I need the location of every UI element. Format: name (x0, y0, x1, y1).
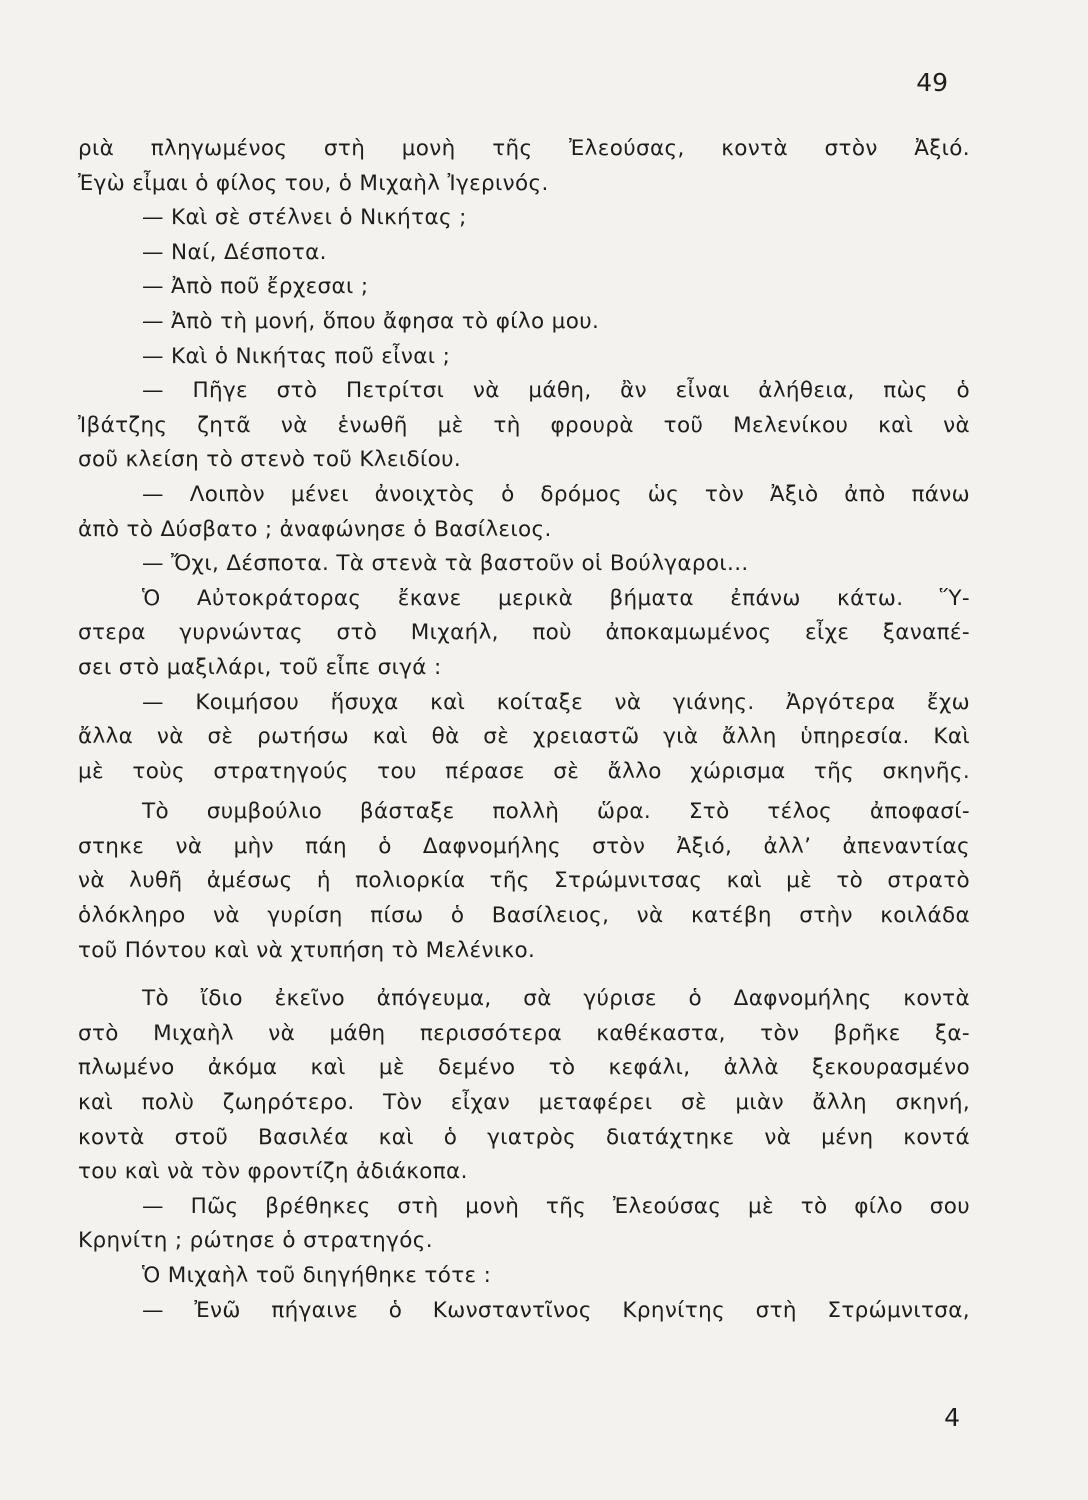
dialogue-line: — Πῶς βρέθηκες στὴ μονὴ τῆς Ἐλεούσας μὲ τὸ φίλο σου (142, 1193, 970, 1219)
dialogue-line: — Ἀπὸ ποῦ ἔρχεσαι ; (142, 274, 369, 300)
dialogue-line: — Λοιπὸν μένει ἀνοιχτὸς ὁ δρόμος ὡς τὸν Ἀξιὸ ἀπὸ πάνω (142, 481, 970, 507)
text-line: στερα γυρνώντας στὸ Μιχαήλ, ποὺ ἀποκαμωμένος εἶχε ξαναπέ- (78, 620, 970, 646)
text-line: σει στὸ μαξιλάρι, τοῦ εἶπε σιγά : (78, 654, 442, 680)
dialogue-line: — Ἐνῶ πήγαινε ὁ Κωνσταντῖνος Κρηνίτης στὴ Στρώμνιτσα, (142, 1297, 970, 1323)
dialogue-line: — Ὄχι, Δέσποτα. Τὰ στενὰ τὰ βαστοῦν οἱ Βούλγαροι... (142, 551, 749, 577)
text-line: μὲ τοὺς στρατηγούς του πέρασε σὲ ἄλλο χώρισμα τῆς σκηνῆς. (78, 758, 970, 784)
page-number: 49 (916, 68, 948, 97)
paragraph-line: Τὸ συμβούλιο βάσταξε πολλὴ ὥρα. Στὸ τέλος ἀποφασί- (142, 799, 970, 825)
body-text (78, 132, 970, 1328)
text-line: του καὶ νὰ τὸν φροντίζη ἀδιάκοπα. (78, 1159, 468, 1185)
text-line: σοῦ κλείση τὸ στενὸ τοῦ Κλειδίου. (78, 447, 462, 473)
dialogue-line: — Ἀπὸ τὴ μονή, ὅπου ἄφησα τὸ φίλο μου. (142, 308, 600, 334)
dialogue-line: — Καὶ σὲ στέλνει ὁ Νικήτας ; (142, 205, 467, 231)
dialogue-line: — Καὶ ὁ Νικήτας ποῦ εἶναι ; (142, 343, 451, 369)
text-line: στηκε νὰ μὴν πάη ὁ Δαφνομήλης στὸν Ἀξιό, ἀλλ’ ἀπεναντίας (78, 833, 970, 859)
signature-mark: 4 (944, 1403, 960, 1432)
text-line: ὁλόκληρο νὰ γυρίση πίσω ὁ Βασίλειος, νὰ κατέβη στὴν κοιλάδα (78, 903, 970, 929)
paragraph-line: Ὁ Μιχαὴλ τοῦ διηγήθηκε τότε : (142, 1263, 492, 1288)
dialogue-line: — Κοιμήσου ἥσυχα καὶ κοίταξε νὰ γιάνης. Ἀργότερα ἔχω (142, 689, 970, 715)
text-line: Κρηνίτη ; ρώτησε ὁ στρατηγός. (78, 1228, 433, 1254)
text-line: Ἰβάτζης ζητᾶ νὰ ἑνωθῆ μὲ τὴ φρουρὰ τοῦ Μελενίκου καὶ νὰ (78, 412, 970, 438)
text-line: στὸ Μιχαὴλ νὰ μάθη περισσότερα καθέκαστα, τὸν βρῆκε ξα- (78, 1020, 970, 1046)
text-line: ἀπὸ τὸ Δύσβατο ; ἀναφώνησε ὁ Βασίλειος. (78, 516, 552, 542)
text-line: νὰ λυθῆ ἀμέσως ἡ πολιορκία τῆς Στρώμνιτσας καὶ μὲ τὸ στρατὸ (78, 868, 970, 894)
text-line: κοντὰ στοῦ Βασιλέα καὶ ὁ γιατρὸς διατάχτηκε νὰ μένη κοντά (78, 1124, 970, 1150)
dialogue-line: — Ναί, Δέσποτα. (142, 239, 327, 265)
text-line: τοῦ Πόντου καὶ νὰ χτυπήση τὸ Μελένικο. (78, 937, 536, 963)
text-line: πλωμένο ἀκόμα καὶ μὲ δεμένο τὸ κεφάλι, ἀλλὰ ξεκουρασμένο (78, 1055, 970, 1081)
text-line: Ἐγὼ εἶμαι ὁ φίλος του, ὁ Μιχαὴλ Ἰγερινός. (78, 170, 549, 196)
paragraph-line: Ὁ Αὐτοκράτορας ἔκανε μερικὰ βήματα ἐπάνω κάτω. Ὕ- (142, 585, 970, 611)
dialogue-line: — Πῆγε στὸ Πετρίτσι νὰ μάθη, ἂν εἶναι ἀλήθεια, πὼς ὁ (142, 378, 970, 404)
text-line: ἄλλα νὰ σὲ ρωτήσω καὶ θὰ σὲ χρειαστῶ γιὰ ἄλλη ὑπηρεσία. Καὶ (78, 724, 970, 750)
text-line: καὶ πολὺ ζωηρότερο. Τὸν εἶχαν μεταφέρει σὲ μιὰν ἄλλη σκηνή, (78, 1090, 970, 1116)
paragraph-line: Τὸ ἴδιο ἐκεῖνο ἀπόγευμα, σὰ γύρισε ὁ Δαφνομήλης κοντὰ (142, 986, 970, 1012)
text-line: ριὰ πληγωμένος στὴ μονὴ τῆς Ἐλεούσας, κοντὰ στὸν Ἀξιό. (78, 136, 970, 161)
